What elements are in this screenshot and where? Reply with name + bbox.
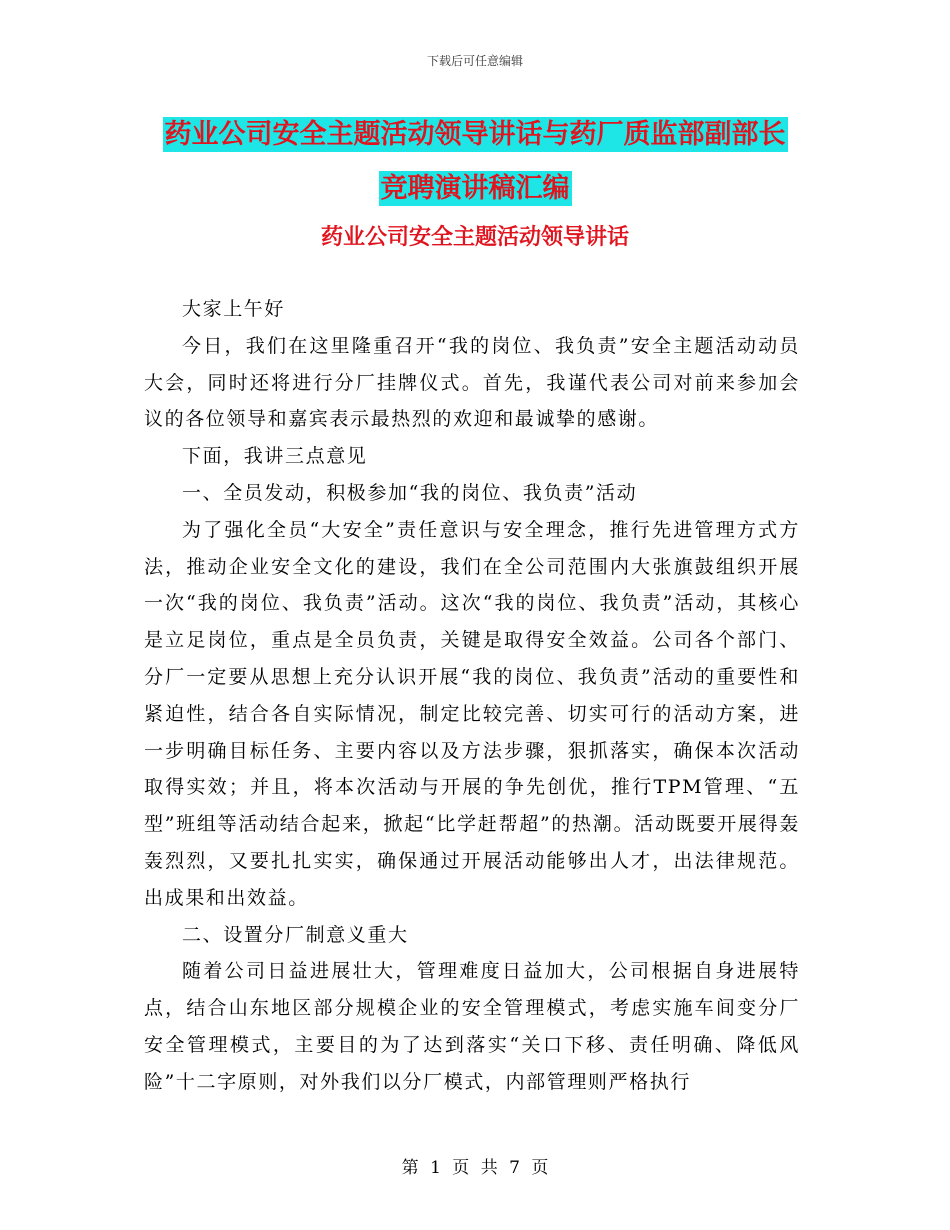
paragraph-intro-points: 下面，我讲三点意见 (182, 445, 368, 468)
page-header-note: 下载后可任意编辑 (426, 54, 523, 68)
paragraph-point-1: 为了强化全员“大安全”责任意识与安全理念，推行先进管理方式方法，推动企业安全文化的建设，我们在全公司范围内大张旗鼓组织开展一次“我的岗位、我负责”活动。这次“我的岗位、我负责”活动，其核心是立足岗位，重点是全员负责，关键是取得安全效益。公司各个部门、分厂一定要从思想上充分认识开展“我的岗位、我负责”活动的重要性和紧迫性，结合各自实际情况，制定比较完善、切实可行的活动方案，进一步明确目标任务、主要内容以及方法步骤，狠抓落实，确保本次活动取得实效；并且，将本次活动与开展的争先创优，推行TPM管理、“五型”班组等活动结合起来，掀起“比学赶帮超”的热潮。活动既要开展得轰轰烈烈，又要扎扎实实，确保通过开展活动能够出人才，出法律规范。出成果和出效益。 (144, 518, 800, 909)
document-title (140, 108, 810, 216)
paragraph-point-2: 随着公司日益进展壮大，管理难度日益加大，公司根据自身进展特点，结合山东地区部分规模企业的安全管理模式，考虑实施车间变分厂安全管理模式，主要目的为了达到落实“关口下移、责任明确、降低风险”十二字原则，对外我们以分厂模式，内部管理则严格执行 (144, 960, 800, 1093)
page-footer-number: 第 1 页 共 7 页 (401, 1158, 549, 1178)
paragraph-heading-2: 二、设置分厂制意义重大 (182, 923, 409, 946)
document-title-line-2: 竞聘演讲稿汇编 (380, 173, 570, 204)
document-body (144, 291, 800, 1101)
paragraph-heading-1: 一、全员发动，积极参加“我的岗位、我负责”活动 (182, 481, 638, 504)
document-title-line-1: 药业公司安全主题活动领导讲话与药厂质监部副部长 (164, 119, 786, 150)
section-title: 药业公司安全主题活动领导讲话 (320, 225, 629, 250)
paragraph-greeting: 大家上午好 (182, 298, 286, 320)
paragraph-opening: 今日，我们在这里隆重召开“我的岗位、我负责”安全主题活动动员大会，同时还将进行分厂挂牌仪式。首先，我谨代表公司对前来参加会议的各位领导和嘉宾表示最热烈的欢迎和最诚挚的感谢。 (144, 334, 800, 431)
